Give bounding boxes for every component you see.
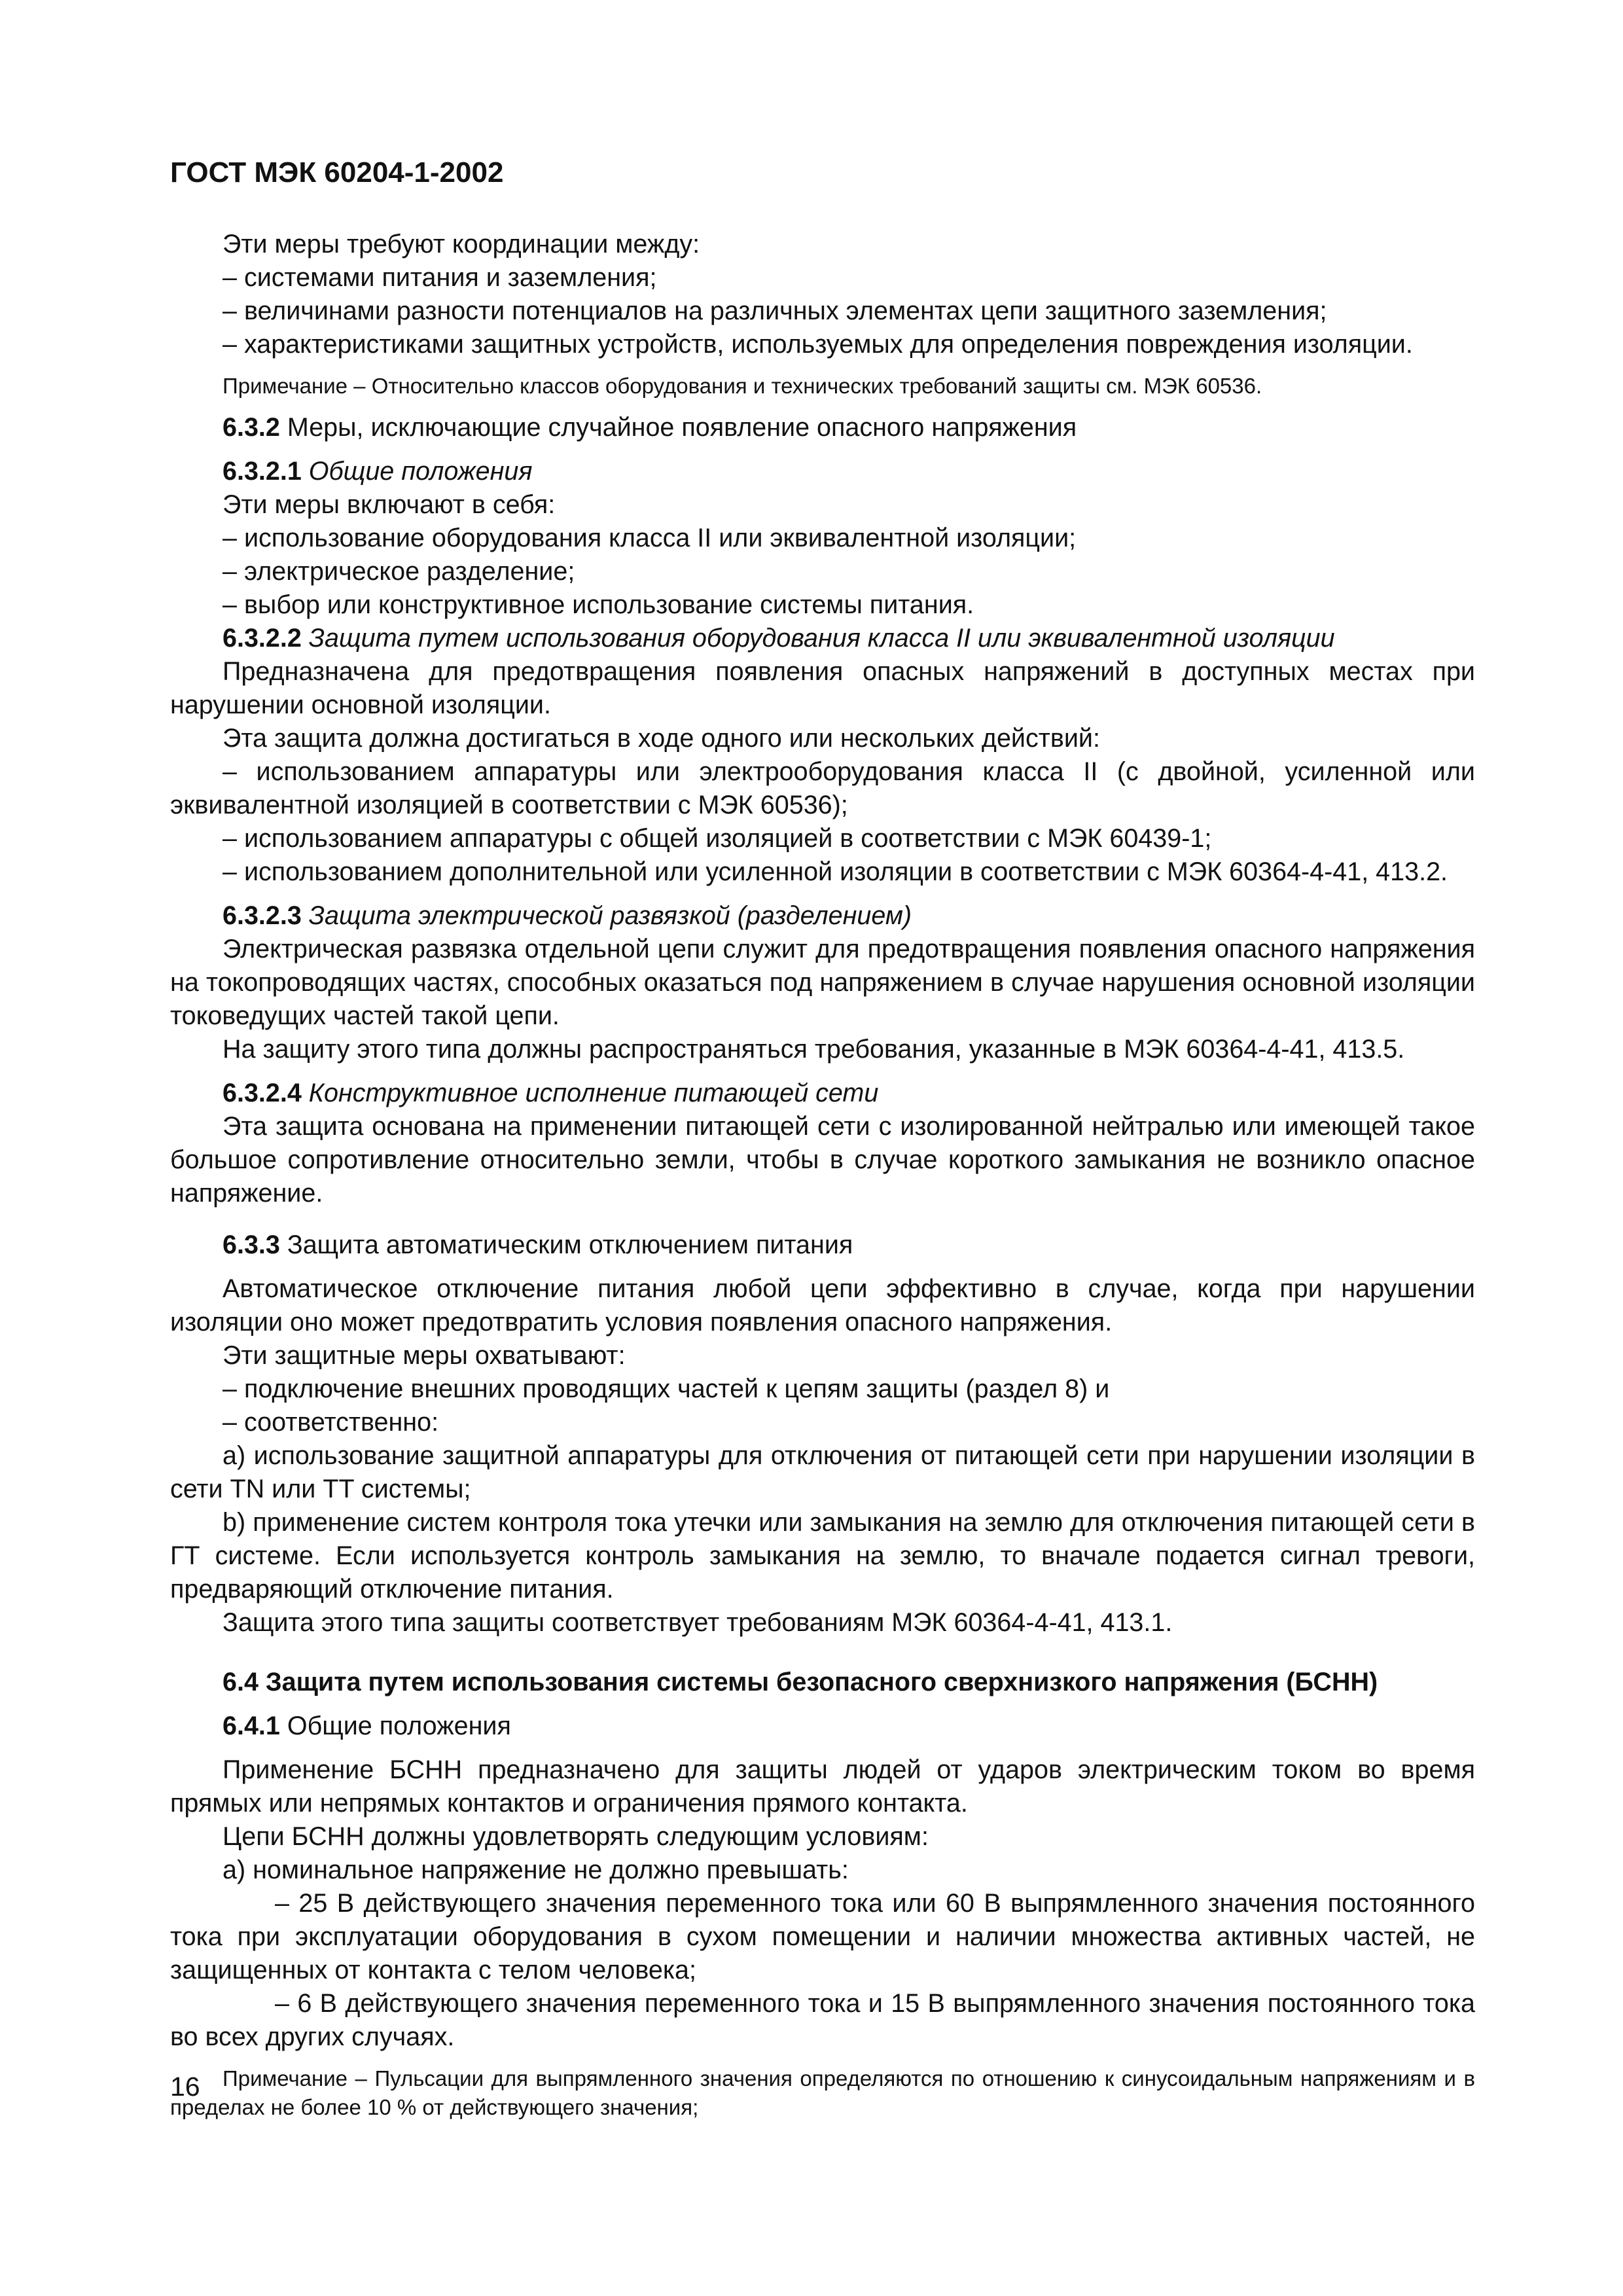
- section-number: 6.3.2.1: [223, 457, 302, 486]
- section-number: 6.3.3: [223, 1230, 280, 1259]
- list-item: – подключение внешних проводящих частей к цепям защиты (раздел 8) и: [223, 1374, 1110, 1403]
- list-item: – характеристиками защитных устройств, используемых для определения повреждения изоляции.: [223, 330, 1413, 359]
- page-number: 16: [170, 2072, 200, 2102]
- page-body: [170, 228, 1475, 2122]
- section-heading-6-3-2-2: [170, 622, 1475, 655]
- note: Примечание – Пульсации для выпрямленного значения определяются по отношению к синусоидальным напряжениям и в пределах не более 10 % от действующего значения;: [170, 2066, 1475, 2119]
- intro-paragraph: Эти меры требуют координации между:: [223, 230, 700, 259]
- section-title: Защита электрической развязкой (разделением): [308, 901, 912, 930]
- section-number: 6.3.2.3: [223, 901, 302, 930]
- list-item: – использованием аппаратуры с общей изоляцией в соответствии с МЭК 60439-1;: [223, 824, 1212, 853]
- section-number: 6.3.2: [223, 413, 280, 442]
- paragraph: Цепи БСНН должны удовлетворять следующим условиям:: [223, 1822, 929, 1851]
- section-heading-6-4-1: [170, 1710, 1475, 1743]
- list-item: – использование оборудования класса II или эквивалентной изоляции;: [223, 524, 1077, 552]
- section-number: 6.4.1: [223, 1712, 280, 1740]
- list-item: – выбор или конструктивное использование системы питания.: [223, 590, 974, 619]
- section-title: Меры, исключающие случайное появление опасного напряжения: [287, 413, 1077, 442]
- section-title: Защита путем использования оборудования класса II или эквивалентной изоляции: [308, 624, 1335, 653]
- section-heading-6-3-2-1: [170, 455, 1475, 488]
- list-item: а) использование защитной аппаратуры для отключения от питающей сети при нарушении изоляции в сети TN или TT системы;: [170, 1441, 1475, 1503]
- paragraph: Электрическая развязка отдельной цепи служит для предотвращения появления опасного напряжения на токопроводящих частях, способных оказаться под напряжением в случае нарушения основной изоляции токоведущих частей такой цепи.: [170, 935, 1475, 1030]
- list-item: – системами питания и заземления;: [223, 263, 657, 292]
- section-heading-6-3-2-4: [170, 1077, 1475, 1110]
- list-item: – соответственно:: [223, 1408, 439, 1437]
- list-item: – 25 В действующего значения переменного тока или 60 В выпрямленного значения постоянного тока при эксплуатации оборудования в сухом помещении и наличии множества активных частей, не защищенных от контакта с телом человека;: [170, 1889, 1475, 1984]
- paragraph: Предназначена для предотвращения появления опасных напряжений в доступных местах при нарушении основной изоляции.: [170, 657, 1475, 719]
- section-number: 6.3.2.2: [223, 624, 302, 653]
- list-item: – величинами разности потенциалов на различных элементах цепи защитного заземления;: [223, 296, 1327, 325]
- section-title: Общие положения: [308, 457, 533, 486]
- section-title: Конструктивное исполнение питающей сети: [308, 1079, 879, 1107]
- list-item: b) применение систем контроля тока утечки или замыкания на землю для отключения питающей сети в ГТ системе. Если используется контроль замыкания на землю, то вначале подается сигнал тревоги, предваряющий отключение питания.: [170, 1508, 1475, 1604]
- section-heading-6-3-2-3: [170, 899, 1475, 933]
- section-title: Общие положения: [287, 1712, 511, 1740]
- paragraph: Эта защита основана на применении питающей сети с изолированной нейтралью или имеющей такое большое сопротивление относительно земли, чтобы в случае короткого замыкания не возникло опасное напряжение.: [170, 1112, 1475, 1208]
- list-item: а) номинальное напряжение не должно превышать:: [223, 1856, 849, 1884]
- paragraph: Защита этого типа защиты соответствует требованиям МЭК 60364-4-41, 413.1.: [223, 1608, 1173, 1637]
- section-heading-6-3-2: [170, 411, 1475, 444]
- list-item: – электрическое разделение;: [223, 557, 575, 586]
- paragraph: Эта защита должна достигаться в ходе одного или нескольких действий:: [223, 724, 1100, 753]
- section-heading-6-4: 6.4 Защита путем использования системы безопасного сверхнизкого напряжения (БСНН): [223, 1668, 1378, 1696]
- paragraph: Эти защитные меры охватывают:: [223, 1341, 626, 1370]
- paragraph: На защиту этого типа должны распространяться требования, указанные в МЭК 60364-4-41, 413.5.: [223, 1035, 1405, 1064]
- list-item: – использованием аппаратуры или электрооборудования класса II (с двойной, усиленной или эквивалентной изоляцией в соответствии с МЭК 60536);: [170, 757, 1475, 819]
- list-item: – использованием дополнительной или усиленной изоляции в соответствии с МЭК 60364-4-41, 413.2.: [223, 857, 1448, 886]
- paragraph: Применение БСНН предназначено для защиты людей от ударов электрическим током во время прямых или непрямых контактов и ограничения прямого контакта.: [170, 1755, 1475, 1818]
- paragraph: Эти меры включают в себя:: [223, 490, 556, 519]
- section-number: 6.3.2.4: [223, 1079, 302, 1107]
- paragraph: Автоматическое отключение питания любой цепи эффективно в случае, когда при нарушении изоляции оно может предотвратить условия появления опасного напряжения.: [170, 1274, 1475, 1336]
- document-header: ГОСТ МЭК 60204-1-2002: [170, 156, 504, 188]
- list-item: – 6 В действующего значения переменного тока и 15 В выпрямленного значения постоянного тока во всех других случаях.: [170, 1989, 1475, 2051]
- section-heading-6-3-3: [170, 1229, 1475, 1262]
- section-title: Защита автоматическим отключением питания: [287, 1230, 853, 1259]
- note: Примечание – Относительно классов оборудования и технических требований защиты см. МЭК 60536.: [223, 374, 1262, 398]
